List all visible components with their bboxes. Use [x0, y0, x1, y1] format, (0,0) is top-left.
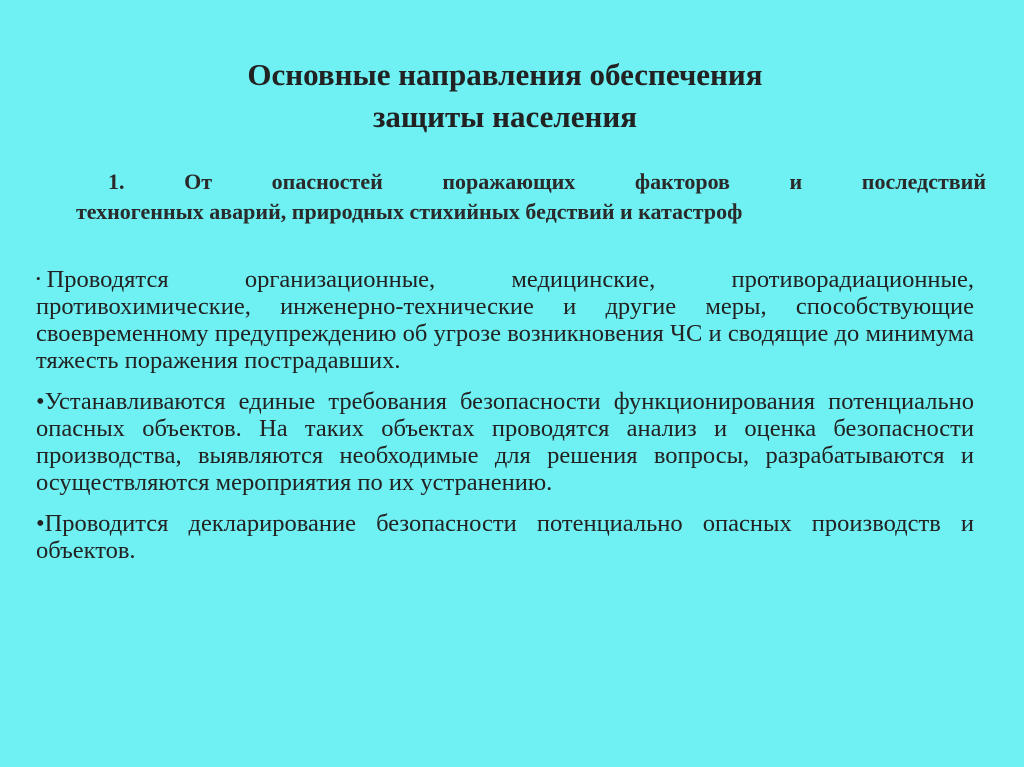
bullet-list: [36, 265, 974, 578]
bullet-item-1: [36, 265, 974, 374]
title-line-1: Основные направления обеспечения: [247, 57, 763, 92]
bullet-text: Устанавливаются единые требования безопасности функционирования потенциально опасных объектов. На таких объектах проводятся анализ и оценка безопасности производства, выявляются необходимые для решения вопросы, разрабатываются и осуществляются мероприятия по их устранению.: [36, 388, 974, 496]
bullet-marker: •: [36, 510, 45, 537]
slide-title: [0, 54, 1010, 138]
title-line-2: защиты населения: [372, 99, 638, 134]
bullet-marker: •: [36, 388, 45, 415]
section-heading: [76, 167, 986, 227]
section-heading-line-1: 1. От опасностей поражающих факторов и последствий: [108, 169, 986, 194]
section-heading-line-2: техногенных аварий, природных стихийных бедствий и катастроф: [76, 199, 743, 224]
bullet-item-3: [36, 510, 974, 564]
bullet-marker: •: [36, 271, 41, 286]
bullet-text: Проводятся организационные, медицинские, противорадиационные, противохимические, инженерно-технические и другие меры, способствующие своевременному предупреждению об угрозе возникновения ЧС и сводящие до минимума тяжесть поражения пострадавших.: [36, 266, 974, 374]
bullet-text: Проводится декларирование безопасности потенциально опасных производств и объектов.: [36, 510, 974, 564]
bullet-item-2: [36, 388, 974, 496]
